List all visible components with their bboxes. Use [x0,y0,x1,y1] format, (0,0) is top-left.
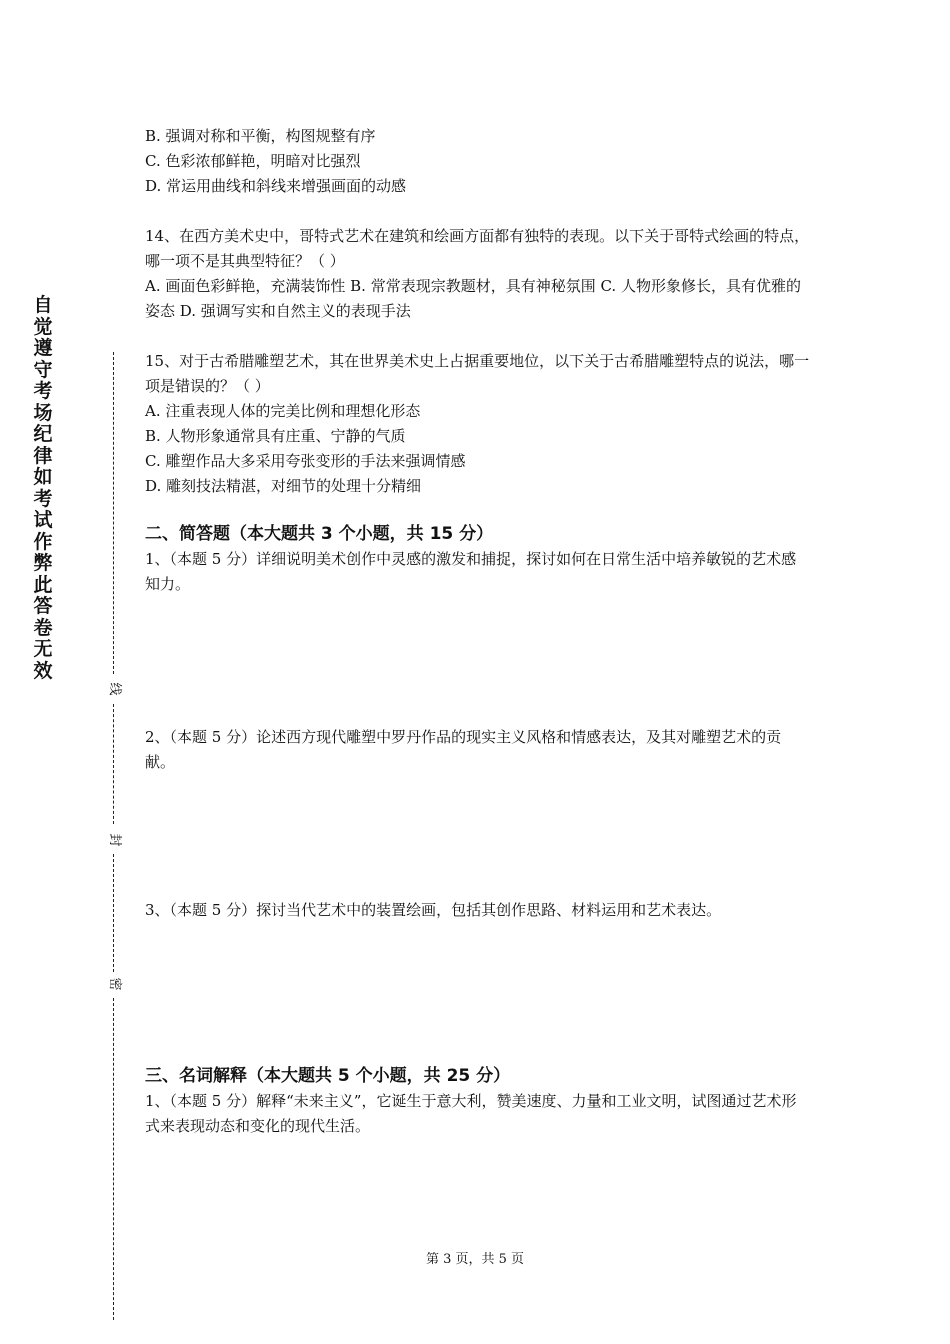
binding-label-seal: 封 [107,833,122,847]
q14-options: A. 画面色彩鲜艳，充满装饰性 B. 常常表现宗教题材，具有神秘氛围 C. 人物形象修长，具有优雅的姿态 D. 强调写实和自然主义的表现手法 [145,277,801,320]
section2-question-2: 2、（本题 5 分）论述西方现代雕塑中罗丹作品的现实主义风格和情感表达，及其对雕塑艺术的贡献。 [145,728,782,771]
binding-dashed-line-lower [113,854,114,972]
binding-label-secret: 密 [107,977,122,991]
q15-stem: 15、对于古希腊雕塑艺术，其在世界美术史上占据重要地位，以下关于古希腊雕塑特点的说法，哪一项是错误的？（ ） [145,352,810,395]
q15-option-c: C. 雕塑作品大多采用夸张变形的手法来强调情感 [145,452,466,470]
binding-dashed-line-top [113,352,114,674]
q14-stem: 14、在西方美术史中，哥特式艺术在建筑和绘画方面都有独特的表现。以下关于哥特式绘画的特点，哪一项不是其典型特征？（ ） [145,227,810,270]
binding-dashed-line-middle [113,704,114,824]
section3-title: 三、名词解释（本大题共 5 个小题，共 25 分） [145,1066,511,1086]
section2-question-3: 3、（本题 5 分）探讨当代艺术中的装置绘画，包括其创作思路、材料运用和艺术表达。 [145,901,722,919]
page-number-footer: 第 3 页，共 5 页 [425,1252,525,1267]
q15-option-b: B. 人物形象通常具有庄重、宁静的气质 [145,427,406,445]
q13-option-b: B. 强调对称和平衡，构图规整有序 [145,127,376,145]
q15-option-d: D. 雕刻技法精湛，对细节的处理十分精细 [145,477,422,495]
q15-option-a: A. 注重表现人体的完美比例和理想化形态 [145,402,421,420]
q13-option-d: D. 常运用曲线和斜线来增强画面的动感 [145,177,407,195]
answer-space-3[interactable] [145,923,810,1063]
answer-space-2[interactable] [145,775,810,898]
q13-option-c: C. 色彩浓郁鲜艳，明暗对比强烈 [145,152,361,170]
exam-rule-vertical-note: 自觉遵守考场纪律如考试作弊此答卷无效 [33,294,53,682]
section3-question-1: 1、（本题 5 分）解释“未来主义”，它诞生于意大利，赞美速度、力量和工业文明，试图通过艺术形式来表现动态和变化的现代生活。 [145,1092,797,1135]
exam-content [145,124,810,1139]
binding-dashed-line-bottom [113,998,114,1320]
answer-space-1[interactable] [145,597,810,725]
section2-title: 二、简答题（本大题共 3 个小题，共 15 分） [145,524,494,544]
section2-question-1: 1、（本题 5 分）详细说明美术创作中灵感的激发和捕捉，探讨如何在日常生活中培养敏锐的艺术感知力。 [145,550,797,593]
binding-label-line: 线 [107,682,122,696]
